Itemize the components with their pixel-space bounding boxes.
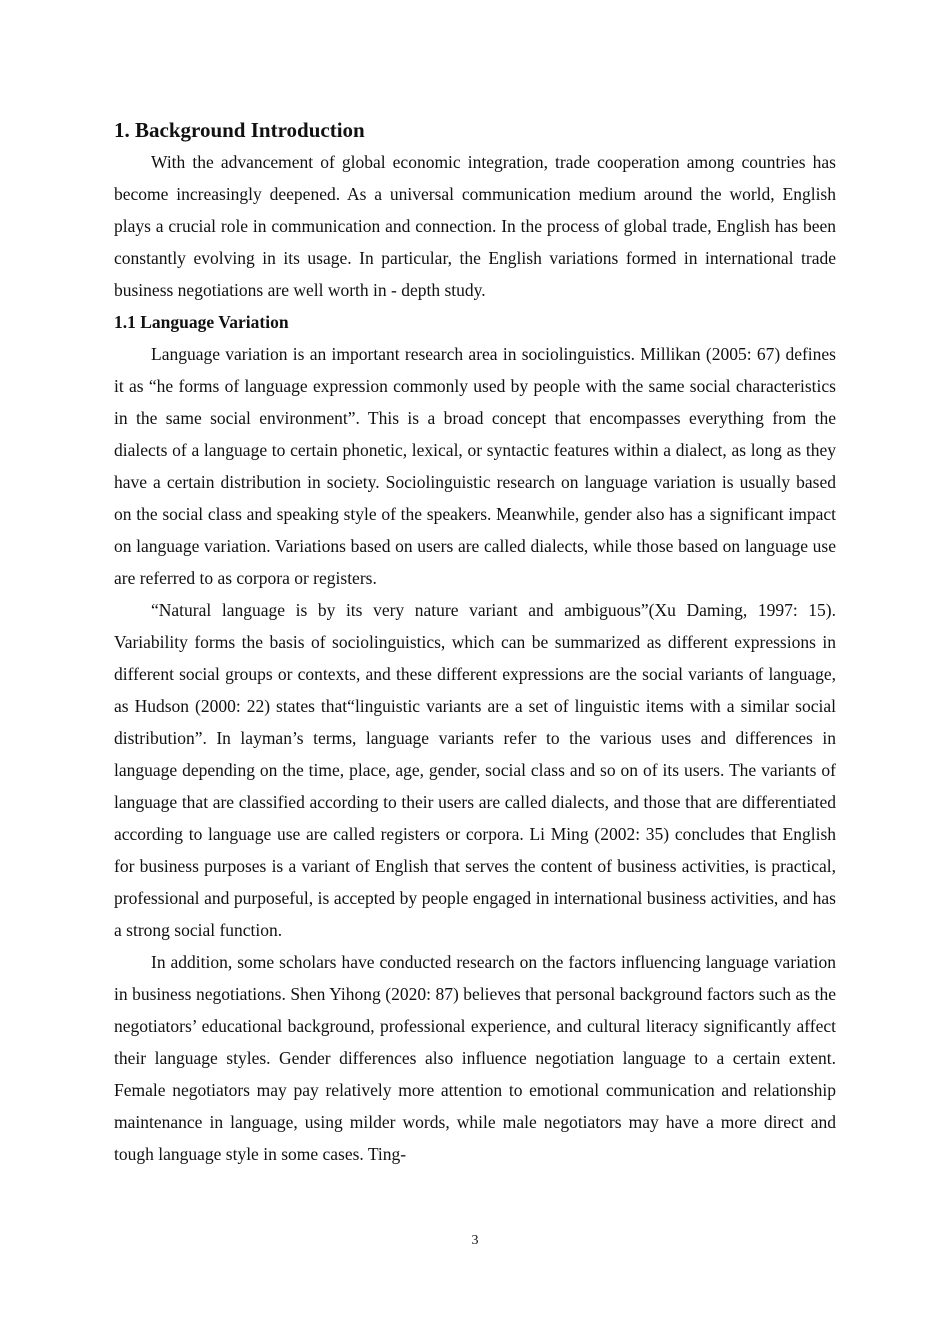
paragraph-intro: With the advancement of global economic integration, trade cooperation among countries has become increasingly deepened. As a universal communication medium around the world, English plays a crucial role in communication and connection. In the process of global trade, English has been constantly evolving in its usage. In particular, the English variations formed in international trade business negotiations are well worth in - depth study.: [114, 152, 836, 300]
paragraph-natural-language: “Natural language is by its very nature variant and ambiguous”(Xu Daming, 1997: 15). Variability forms the basis of sociolinguistics, which can be summarized as different expressions in different social groups or contexts, and these different expressions are the social variants of language, as Hudson (2000: 22) states that“linguistic variants are a set of linguistic items with a similar social distribution”. In layman’s terms, language variants refer to the various uses and differences in language depending on the time, place, age, gender, social class and so on of its users. The variants of language that are classified according to their users are called dialects, and those that are differentiated according to language use are called registers or corpora. Li Ming (2002: 35) concludes that English for business purposes is a variant of English that serves the content of business activities, is practical, professional and purposeful, is accepted by people engaged in international business activities, and has a strong social function.: [114, 600, 836, 940]
paragraph-language-variation: Language variation is an important research area in sociolinguistics. Millikan (2005: 67) defines it as “he forms of language expression commonly used by people with the same social characteristics in the same social environment”. This is a broad concept that encompasses everything from the dialects of a language to certain phonetic, lexical, or syntactic features within a dialect, as long as they have a certain distribution in society. Sociolinguistic research on language variation is usually based on the social class and speaking style of the speakers. Meanwhile, gender also has a significant impact on language variation. Variations based on users are called dialects, while those based on language use are referred to as corpora or registers.: [114, 344, 836, 588]
page-number: 3: [471, 1233, 479, 1248]
paragraph-influencing-factors: In addition, some scholars have conducted research on the factors influencing language variation in business negotiations. Shen Yihong (2020: 87) believes that personal background factors such as the negotiators’ educational background, professional experience, and cultural literacy significantly affect their language styles. Gender differences also influence negotiation language to a certain extent. Female negotiators may pay relatively more attention to emotional communication and relationship maintenance in language, using milder words, while male negotiators may have a more direct and tough language style in some cases. Ting-: [114, 952, 836, 1164]
page-body: [114, 114, 836, 1170]
section-heading-background-introduction: 1. Background Introduction: [114, 118, 365, 142]
subsection-heading-language-variation: 1.1 Language Variation: [114, 312, 289, 332]
